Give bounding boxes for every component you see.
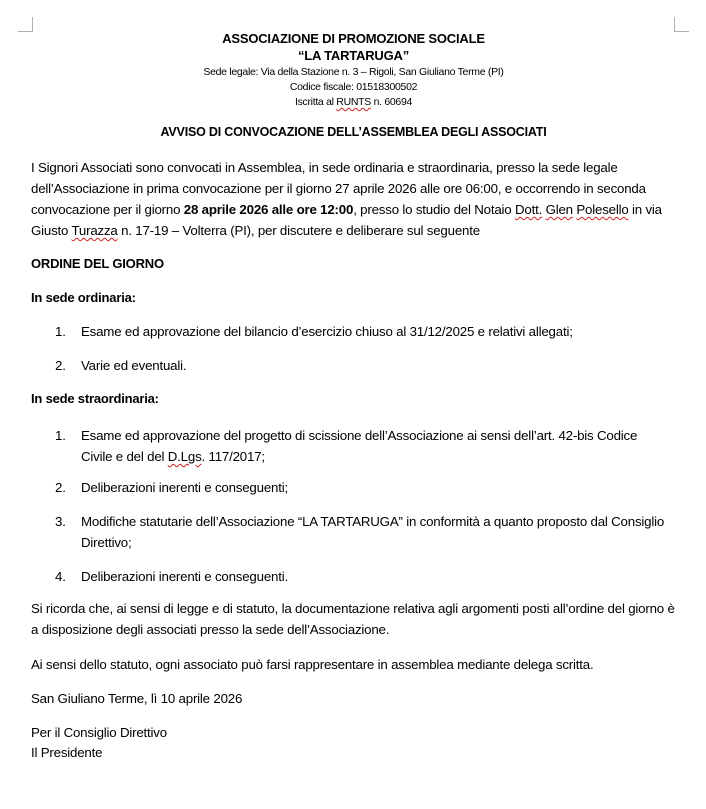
spellcheck-flagged-word: Dott. [514, 202, 543, 217]
second-call-date: 28 aprile 2026 alle ore 12:00 [183, 202, 354, 217]
proxy-notice: Ai sensi dello statuto, ogni associato può farsi rappresentare in assemblea mediante delega scritta. [31, 657, 594, 672]
spellcheck-flagged-word: Glen [545, 202, 573, 217]
spellcheck-flagged-word: RUNTS [336, 96, 371, 108]
tax-code: Codice fiscale: 01518300502 [289, 81, 418, 93]
registry-number: Iscritta al RUNTS n. 60694 [294, 96, 413, 108]
notice-title: AVVISO DI CONVOCAZIONE DELL’ASSEMBLEA DEGLI ASSOCIATI [160, 125, 547, 139]
agenda-heading: ORDINE DEL GIORNO [31, 256, 164, 271]
extraordinary-session-heading: In sede straordinaria: [31, 391, 159, 406]
spellcheck-flagged-word: Polesello [576, 202, 629, 217]
documentation-reminder: Si ricorda che, ai sensi di legge e di statuto, la documentazione relativa agli argomenti posti all’ordine del giorno è a disposizione degli associati presso la sede dell’Associazione. [31, 601, 675, 637]
place-and-date: San Giuliano Terme, lì 10 aprile 2026 [31, 691, 243, 706]
page-corner-mark-left [18, 17, 33, 32]
spellcheck-flagged-word: Turazza [71, 223, 118, 238]
ordinary-session-heading: In sede ordinaria: [31, 290, 136, 305]
signature-line-1: Per il Consiglio Direttivo [31, 725, 167, 740]
spellcheck-flagged-word: D.Lgs [167, 449, 202, 464]
registered-office: Sede legale: Via della Stazione n. 3 – Rigoli, San Giuliano Terme (PI) [203, 66, 504, 78]
org-type-heading: ASSOCIAZIONE DI PROMOZIONE SOCIALE [222, 31, 485, 46]
signature-line-2: Il Presidente [31, 745, 103, 760]
org-name-heading: “LA TARTARUGA” [297, 48, 410, 63]
page-corner-mark-right [674, 17, 689, 32]
convocation-paragraph: I Signori Associati sono convocati in Assemblea, in sede ordinaria e straordinaria, presso la sede legale dell’Associazione in prima convocazione per il giorno 27 aprile 2026 alle ore 06:00, e occorrendo in seconda convocazione per il giorno 28 aprile 2026 alle ore 12:00, presso lo studio del Notaio Dott. Glen Polesello in via Giusto Turazza n. 17-19 – Volterra (PI), per discutere e deliberare sul seguente [31, 160, 662, 238]
